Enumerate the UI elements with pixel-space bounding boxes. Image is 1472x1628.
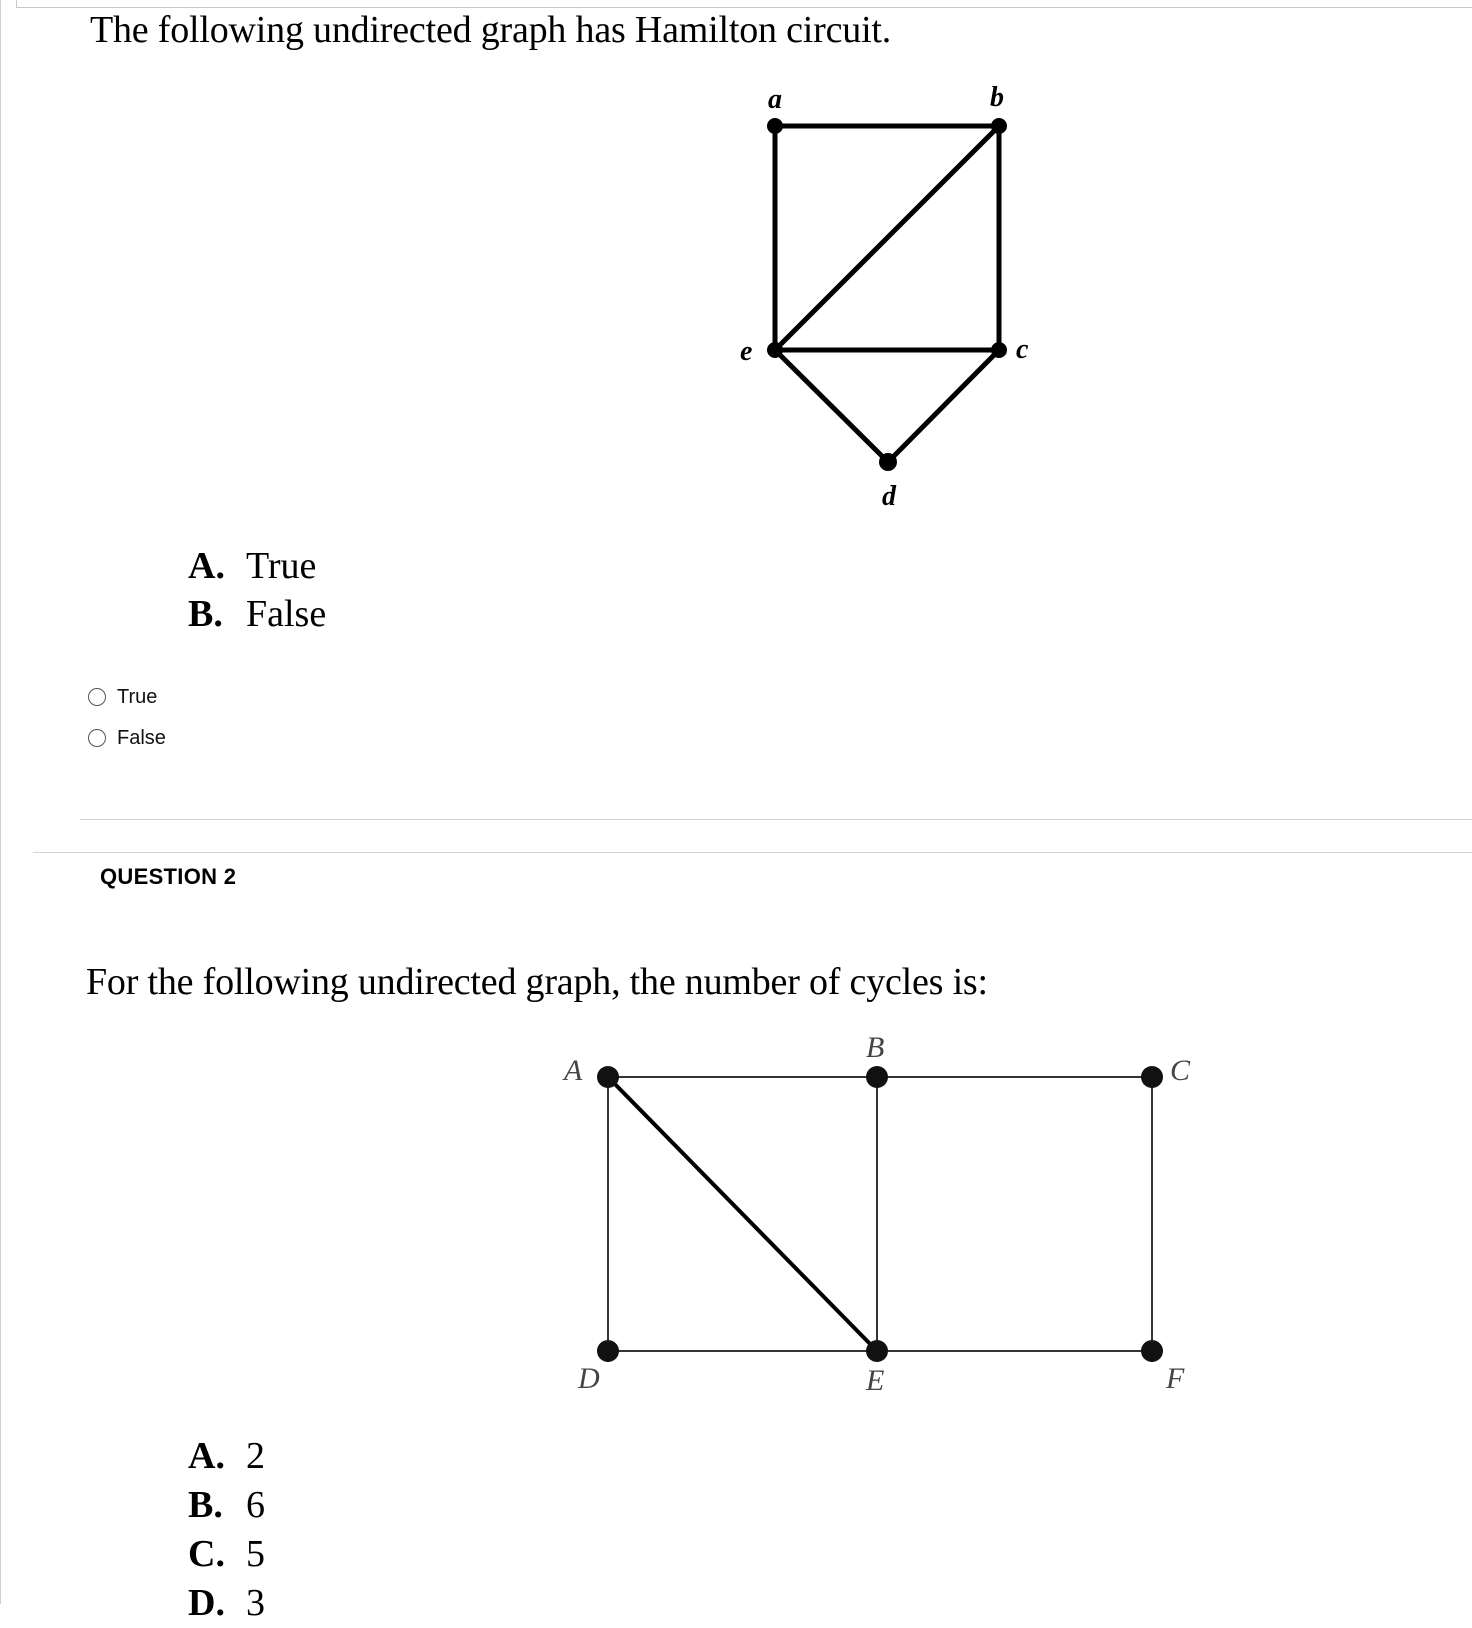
question-2-graph — [550, 1020, 1200, 1390]
vertex-F — [1141, 1340, 1163, 1362]
edge-A-E — [608, 1077, 877, 1351]
vertex-d — [879, 453, 897, 471]
question-2-prompt: For the following undirected graph, the number of cycles is: — [86, 961, 988, 1003]
label-F: F — [1166, 1362, 1185, 1390]
question-1-prompt: The following undirected graph has Hamilton circuit. — [90, 9, 892, 51]
question-divider — [80, 819, 1472, 820]
radio-true[interactable] — [88, 688, 106, 706]
label-e: e — [740, 336, 753, 367]
vertex-c — [991, 342, 1007, 358]
question-1-graph — [720, 80, 1060, 510]
vertex-b — [991, 118, 1007, 134]
label-C: C — [1170, 1054, 1191, 1087]
label-E: E — [866, 1364, 885, 1390]
image-option-a: A. True — [188, 545, 317, 587]
question-separator — [33, 852, 1472, 853]
label-b: b — [990, 82, 1004, 113]
question-1-image-options — [188, 542, 326, 638]
vertex-E — [866, 1340, 888, 1362]
answer-option-false[interactable] — [88, 726, 166, 750]
label-D: D — [578, 1362, 600, 1390]
edge-b-e — [775, 126, 999, 350]
label-A: A — [564, 1054, 583, 1087]
vertex-a — [767, 118, 783, 134]
vertex-A — [597, 1066, 619, 1088]
edge-c-d — [888, 350, 999, 462]
vertex-e — [767, 342, 783, 358]
edge-e-d — [775, 350, 888, 462]
radio-false[interactable] — [88, 729, 106, 747]
image-option-d: D. 3 — [188, 1582, 265, 1624]
label-a: a — [768, 84, 782, 115]
answer-option-true[interactable] — [88, 685, 157, 709]
vertex-D — [597, 1340, 619, 1362]
previous-section-border — [16, 0, 1472, 8]
answer-label-false[interactable]: False — [117, 726, 166, 749]
question-2-label: QUESTION 2 — [100, 864, 237, 889]
image-option-b: B. False — [188, 593, 327, 635]
image-option-a: A. 2 — [188, 1435, 265, 1477]
vertex-C — [1141, 1066, 1163, 1088]
label-d: d — [882, 481, 896, 510]
question-2-image-options — [188, 1432, 265, 1628]
image-option-c: C. 5 — [188, 1533, 265, 1575]
vertex-B — [866, 1066, 888, 1088]
label-B: B — [866, 1031, 885, 1064]
label-c: c — [1016, 334, 1029, 365]
page-left-border — [0, 0, 1, 1604]
answer-label-true[interactable]: True — [117, 685, 158, 708]
image-option-b: B. 6 — [188, 1484, 265, 1526]
